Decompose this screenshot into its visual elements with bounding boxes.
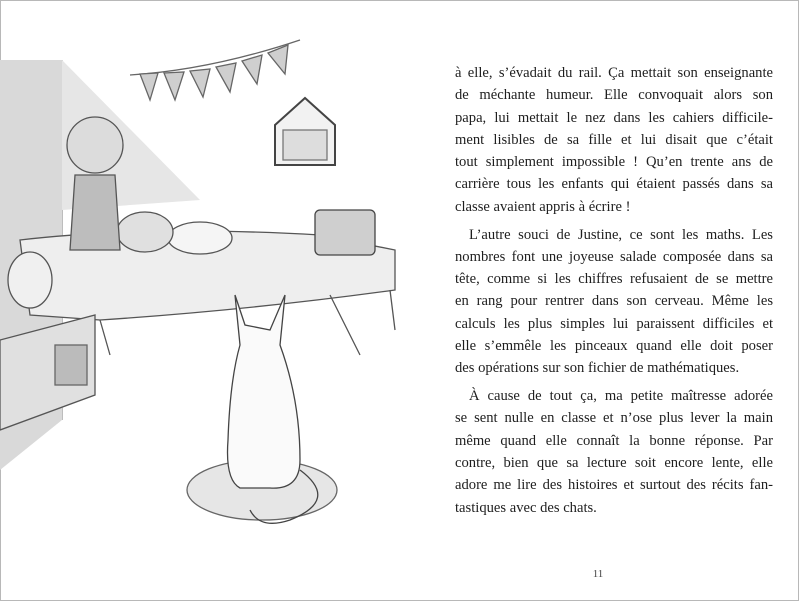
text-line: en rang pour rentrer dans son cerveau. Même les [455,293,773,310]
body-text [455,62,773,524]
text-line: se sent nulle en classe et n’ose plus lever la main [455,410,773,427]
text-line: classe avaient appris à écrire ! [455,198,631,215]
text-line: tastiques avec des chats. [455,499,597,516]
text-line: tout simplement impossible ! Qu’en trente ans de [455,154,773,171]
page-number: 11 [592,568,604,580]
text-line: carrière tous les enfants qui étaient passés dans sa [455,176,773,193]
text-line: même quand elle connaît la bonne réponse. Par [455,432,773,449]
text-line: nombres font une joyeuse salade composée dans sa [455,248,773,265]
text-line: elle s’emmêle les pinceaux quand elle doit poser [455,338,773,355]
text-line: calculs les plus simples lui paraissent difficiles et [455,315,773,332]
text-line: contre, bien que sa lecture soit encore lente, elle [455,455,773,472]
paragraph-1 [455,62,773,218]
text-line: adore me lire des histoires et surtout des récits fan- [455,477,773,494]
text-line: à elle, s’évadait du rail. Ça mettait son enseignante [455,65,773,81]
text-line: ment lisibles de sa fille et lui disait que c’était [455,131,773,148]
paragraph-2 [455,224,773,380]
paragraph-3 [455,385,773,519]
text-line: papa, lui mettait le nez dans les cahiers difficile- [455,109,773,126]
text-line: tête, comme si les chiffres refusaient de se mettre [455,271,773,288]
text-line: L’autre souci de Justine, ce sont les maths. Les [469,226,773,243]
text-line: À cause de tout ça, ma petite maîtresse adorée [469,388,773,405]
text-line: des opérations sur son fichier de mathématiques. [455,360,740,377]
text-line: de méchante humeur. Elle convoquait alors son [455,87,773,104]
